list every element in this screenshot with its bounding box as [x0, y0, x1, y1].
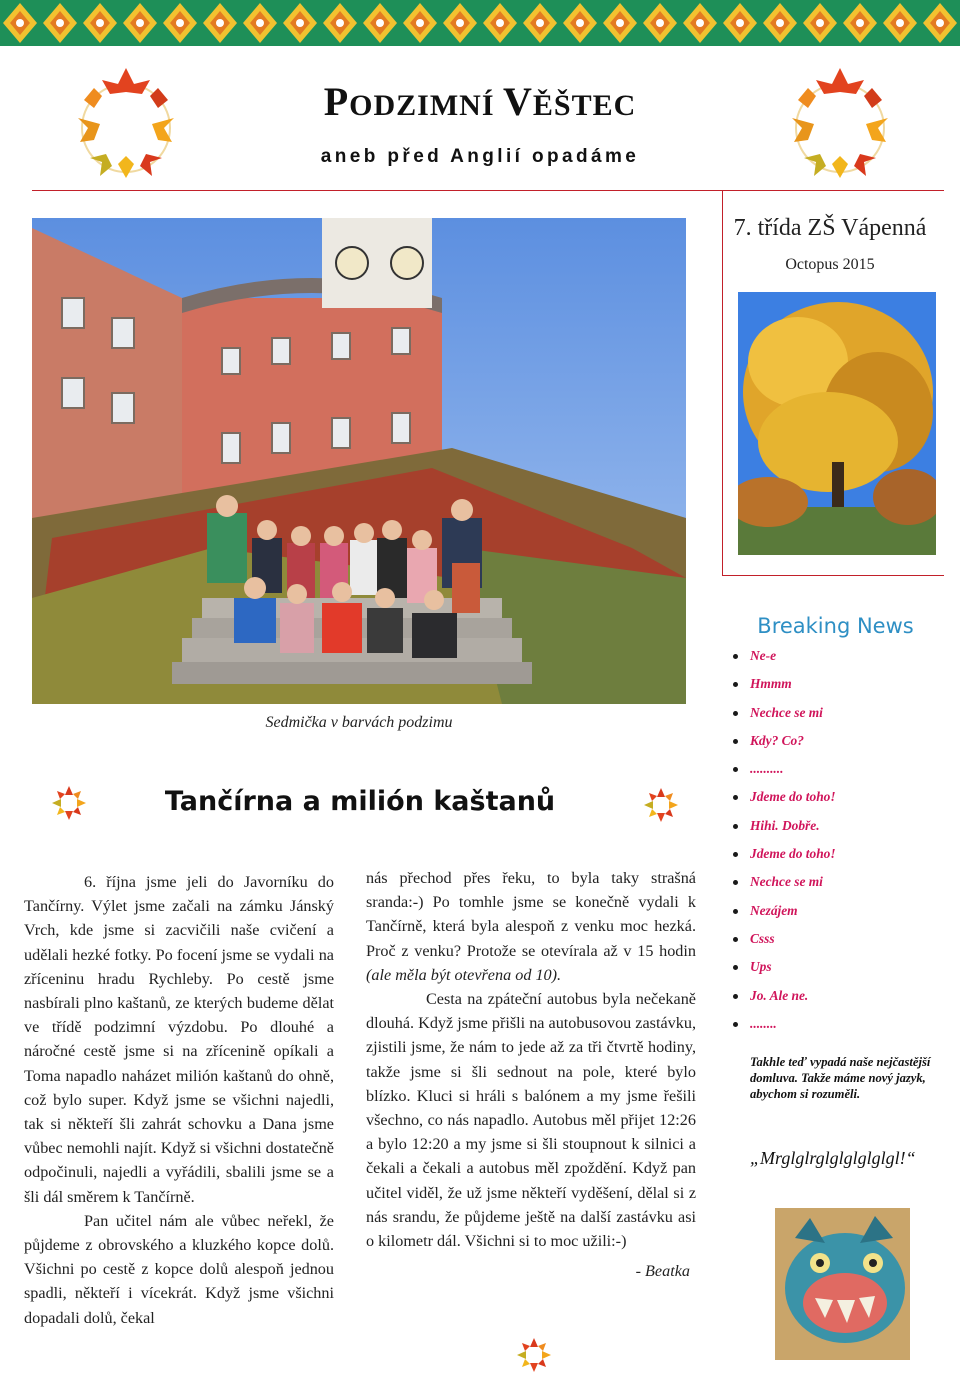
- school-name: 7. třída ZŠ Vápenná: [733, 215, 927, 241]
- list-item: Jo. Ale ne.: [732, 988, 952, 1016]
- list-item: Csss: [732, 931, 952, 959]
- article-paragraph: 6. října jsme jeli do Javorníku do Tančírny. Výlet jsme začali na zámku Jánský Vrch, kde jsme si zacvičili naše cvičení a udělali hezké fotky. Po focení jsme se vydali na zříceninu hradu Rychleby. Po cestě jsme nasbírali plno kaštanů, ze kterých budeme dělat ve třídě podzimní výzdobu. Po dlouhé a náročné cestě jsme si na zřícenině opíkali a Toma napadlo naházet milión kaštanů do ohně, což bylo super. Když jsme se všichni najedli, tak si někteří šli zahrát schovku a Dana jsme vůbec nemohli najít. Když si všichni dostatečně odpočinuli, najedli a vyřádili, sbalili jsme se a šli dál směrem k Tančírně.: [24, 873, 334, 1206]
- divider-horizontal-short: [722, 575, 944, 576]
- list-item: Ne-e: [732, 648, 952, 676]
- list-item: Nechce se mi: [732, 874, 952, 902]
- leaf-flower-icon: [642, 786, 680, 824]
- list-item: Hihi. Dobře.: [732, 818, 952, 846]
- newsletter-title: [230, 78, 730, 125]
- list-item: Jdeme do toho!: [732, 789, 952, 817]
- article-column-2: [366, 866, 696, 1283]
- divider-horizontal: [32, 190, 944, 191]
- newsletter-subtitle: aneb před Anglií opadáme: [320, 146, 640, 167]
- murloc-picture: [775, 1208, 910, 1360]
- list-item: Hmmm: [732, 676, 952, 704]
- list-item: Kdy? Co?: [732, 733, 952, 761]
- title-letter-p: P: [323, 79, 350, 124]
- leaf-wreath-left: [62, 62, 190, 190]
- list-item: Ups: [732, 959, 952, 987]
- title-letter-v: V: [503, 79, 533, 124]
- list-item: Nezájem: [732, 903, 952, 931]
- leaf-wreath-right: [776, 62, 904, 190]
- leaf-flower-icon: [50, 784, 88, 822]
- autumn-tree-photo: [738, 292, 936, 555]
- article-text-italic: (ale měla být otevřena od 10).: [366, 965, 562, 984]
- divider-vertical: [722, 190, 723, 575]
- article-paragraph: Pan učitel nám ale vůbec neřekl, že půjdeme z obrovského a kluzkého kopce dolů. Všichni po cestě z kopce dolů alespoň jednou spadli, někteří i vícekrát. Když jsme všichni dopadali dolů, čekal: [24, 1211, 334, 1327]
- class-photo: [32, 218, 686, 704]
- article-headline: Tančírna a milión kaštanů: [164, 786, 556, 817]
- list-item: ..........: [732, 761, 952, 789]
- list-item: ........: [732, 1016, 952, 1044]
- article-text: nás přechod přes řeku, to byla taky strašná sranda:-) Po tomhle jsme se konečně vydali k Tančírně, která byla alespoň z venku moc hezká. Proč z venku? Protože se otevírala až v 15 hodin: [366, 869, 696, 960]
- decorative-border: [0, 0, 960, 46]
- photo-caption: Sedmička v barvách podzimu: [265, 714, 453, 731]
- breaking-news-note: Takhle teď vypadá naše nejčastější domluva. Takže máme nový jazyk, abychom si rozuměli.: [750, 1055, 931, 1101]
- article-column-1: [24, 870, 334, 1330]
- breaking-news-quote: „Mrglglrglglglglglgl!“: [750, 1148, 916, 1168]
- article-signature: - Beatka: [635, 1262, 690, 1281]
- title-part-2: ĚŠTEC: [532, 89, 637, 122]
- title-part-1: ODZIMNÍ: [349, 89, 503, 122]
- list-item: Nechce se mi: [732, 705, 952, 733]
- issue-date: Octopus 2015: [785, 256, 875, 273]
- list-item: Jdeme do toho!: [732, 846, 952, 874]
- breaking-news-list: [732, 648, 952, 1044]
- breaking-news-title: Breaking News: [757, 614, 914, 638]
- leaf-flower-icon: [515, 1336, 553, 1374]
- article-paragraph: Cesta na zpáteční autobus byla nečekaně dlouhá. Když jsme přišli na autobusovou zastávku, zjistili jsme, že nám to jede až za tři čtvrtě hodiny, takže jsme si šli sednout na pole, které bylo blízko. Kluci si hráli s balónem a my jsme řešili všechno, co nás napadlo. Autobus měl přijet 12:26 a bylo 12:20 a my jsme si šli stoupnout k silnici a čekali a čekali a autobus měl zpoždění. Když pan učitel viděl, že už jsme někteří vyděšení, dělal si z nás srandu, že půjdeme ještě na další zastávku asi o kilometr dál. Všichni si to moc užili:-): [366, 990, 696, 1251]
- article-paragraph: [366, 866, 696, 987]
